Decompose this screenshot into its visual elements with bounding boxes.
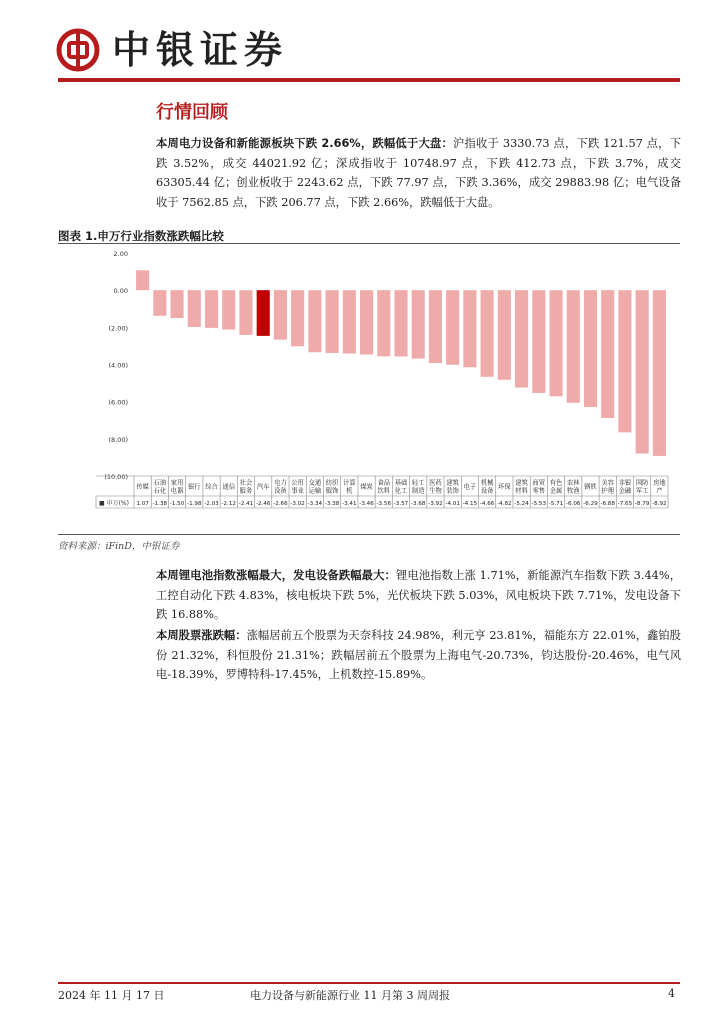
category-label: 商贸零售 bbox=[532, 479, 546, 495]
value-label: -2.12 bbox=[221, 501, 236, 507]
index-performance-paragraph bbox=[156, 566, 681, 625]
bar bbox=[274, 290, 287, 339]
bar bbox=[463, 290, 476, 367]
bar bbox=[171, 290, 184, 318]
value-label: -8.79 bbox=[634, 501, 650, 507]
category-label: 国防军工 bbox=[635, 479, 649, 495]
category-label: 建筑材料 bbox=[515, 479, 528, 495]
value-label: -4.82 bbox=[497, 501, 512, 507]
value-label: -1.50 bbox=[169, 501, 185, 507]
paragraph-lead: 本周锂电池指数涨幅最大，发电设备跌幅最大： bbox=[156, 569, 396, 582]
y-tick-label: (8.00) bbox=[108, 435, 128, 444]
value-label: -6.29 bbox=[583, 501, 598, 507]
bar bbox=[257, 290, 270, 336]
category-label: 社会服务 bbox=[239, 479, 253, 495]
paragraph-lead: 本周电力设备和新能源板块下跌 2.66%，跌幅低于大盘： bbox=[156, 137, 453, 150]
category-label: 石油石化 bbox=[153, 479, 167, 495]
footer-page-number: 4 bbox=[668, 987, 675, 1000]
category-label: 食品饮料 bbox=[377, 479, 391, 495]
category-label: 通信 bbox=[222, 483, 236, 491]
category-label: 基础化工 bbox=[394, 479, 408, 495]
value-label: -3.68 bbox=[410, 501, 426, 507]
value-label: -3.56 bbox=[376, 501, 392, 507]
market-review-paragraph bbox=[156, 134, 681, 212]
bar bbox=[481, 290, 494, 377]
category-label: 农林牧渔 bbox=[566, 479, 580, 495]
bar bbox=[222, 290, 235, 329]
y-tick-label: (2.00) bbox=[108, 324, 128, 333]
value-label: -3.92 bbox=[428, 501, 443, 507]
category-label: 有色金属 bbox=[549, 479, 563, 495]
category-label: 纺织服饰 bbox=[325, 479, 339, 495]
value-label: -3.02 bbox=[290, 501, 305, 507]
value-label: -2.46 bbox=[255, 501, 271, 507]
category-label: 综合 bbox=[205, 483, 218, 491]
value-label: -4.66 bbox=[479, 501, 495, 507]
header-divider bbox=[58, 78, 680, 82]
category-label: 美容护理 bbox=[601, 479, 615, 495]
industry-change-bar-chart bbox=[0, 244, 724, 534]
value-label: -3.57 bbox=[393, 501, 409, 507]
page-header bbox=[0, 0, 724, 90]
value-label: -2.41 bbox=[238, 501, 254, 507]
paragraph-body: 沪指收于 3330.73 点，下跌 121.57 点，下跌 3.52%，成交 44021.92 亿；深成指收于 10748.97 点，下跌 412.73 点，下跌 3.7%，成交 63305.44 亿；创业板收于 2243.62 点，下跌 77.97 点，下跌 3.36%，成交 29883.98 亿；电气设备收于 7562.85 点，下跌 206.77 点，下跌 2.66%，跌幅低于大盘。 bbox=[156, 137, 681, 209]
value-label: -4.15 bbox=[462, 501, 478, 507]
paragraph-body: 锂电池指数上涨 1.71%，新能源汽车指数下跌 3.44%，工控自动化下跌 4.83%，核电板块下跌 5%，光伏板块下跌 5.03%，风电板块下跌 7.71%，发电设备下跌 16.88%。 bbox=[156, 569, 681, 621]
category-label: 传媒 bbox=[136, 483, 149, 491]
value-label: -6.06 bbox=[566, 501, 581, 507]
section-title: 行情回顾 bbox=[156, 102, 228, 123]
bar bbox=[291, 290, 304, 346]
bar bbox=[515, 290, 528, 387]
value-label: -8.92 bbox=[652, 501, 667, 507]
category-label: 电子 bbox=[463, 483, 477, 491]
category-label: 电力设备 bbox=[274, 479, 287, 495]
footer-date: 2024 年 11 月 17 日 bbox=[58, 989, 165, 1002]
category-label: 环保 bbox=[498, 483, 511, 491]
value-label: -5.71 bbox=[548, 501, 564, 507]
value-label: -3.38 bbox=[324, 501, 340, 507]
bar bbox=[532, 290, 545, 393]
category-label: 钢铁 bbox=[584, 483, 597, 491]
brand-name: 中银证券 bbox=[112, 28, 289, 72]
y-tick-label: 0.00 bbox=[113, 287, 128, 296]
category-label: 非银金融 bbox=[618, 479, 632, 495]
category-label: 计算机 bbox=[343, 479, 356, 495]
footer-divider bbox=[58, 982, 680, 984]
y-tick-label: (4.00) bbox=[108, 361, 128, 370]
value-label: -4.01 bbox=[445, 501, 460, 507]
bar bbox=[549, 290, 562, 396]
footer-report-title: 电力设备与新能源行业 11 月第 3 周周报 bbox=[250, 989, 450, 1002]
value-label: -1.38 bbox=[152, 501, 168, 507]
bar bbox=[188, 290, 201, 327]
bar bbox=[446, 290, 459, 365]
bar bbox=[239, 290, 252, 335]
bar bbox=[153, 290, 166, 316]
bar bbox=[394, 290, 407, 356]
value-label: -3.41 bbox=[342, 501, 357, 507]
value-label: -3.34 bbox=[307, 501, 323, 507]
paragraph-body: 涨幅居前五个股票为天奈科技 24.98%，利元亨 23.81%，福能东方 22.01%，鑫铂股份 21.32%，科恒股份 21.31%；跌幅居前五个股票为上海电气-20.73%，钧达股份-20.46%，电气风电-18.39%，罗博特科-17.45%，上机数控-15.89%。 bbox=[156, 629, 681, 681]
category-label: 银行 bbox=[187, 483, 201, 491]
bar bbox=[377, 290, 390, 356]
value-label: -2.66 bbox=[273, 501, 288, 507]
figure-bottom-rule bbox=[58, 534, 680, 535]
category-label: 公用事业 bbox=[291, 479, 304, 495]
bar bbox=[326, 290, 339, 353]
bar bbox=[412, 290, 425, 358]
bar bbox=[498, 290, 511, 380]
y-tick-label: (10.00) bbox=[104, 473, 128, 481]
bar bbox=[343, 290, 356, 353]
stock-performance-paragraph bbox=[156, 626, 681, 685]
category-label: 医药生物 bbox=[429, 479, 442, 495]
category-label: 建筑装饰 bbox=[446, 479, 459, 495]
category-label: 机械设备 bbox=[480, 479, 494, 495]
category-label: 汽车 bbox=[256, 483, 270, 491]
category-label: 轻工制造 bbox=[411, 479, 425, 495]
y-tick-label: 2.00 bbox=[113, 250, 128, 258]
category-label: 家用电器 bbox=[170, 479, 184, 495]
bar bbox=[308, 290, 321, 352]
bar bbox=[205, 290, 218, 328]
bar bbox=[136, 270, 149, 290]
bank-of-china-logo-icon bbox=[56, 28, 100, 72]
value-label: -2.03 bbox=[204, 501, 219, 507]
value-label: -5.53 bbox=[531, 501, 547, 507]
bar bbox=[653, 290, 666, 456]
y-tick-label: (6.00) bbox=[108, 398, 128, 407]
category-label: 交通运输 bbox=[308, 479, 322, 495]
value-label: -1.98 bbox=[187, 501, 202, 507]
bar bbox=[636, 290, 649, 453]
value-label: 1.07 bbox=[136, 501, 149, 507]
bar bbox=[601, 290, 614, 418]
bar bbox=[618, 290, 631, 432]
bar bbox=[360, 290, 373, 354]
bar bbox=[584, 290, 597, 407]
value-label: -3.46 bbox=[359, 501, 374, 507]
figure-title: 图表 1.申万行业指数涨跌幅比较 bbox=[58, 229, 224, 243]
category-label: 房地产 bbox=[653, 479, 666, 495]
paragraph-lead: 本周股票涨跌幅： bbox=[156, 629, 247, 642]
series-legend-label: ■ 申万(%) bbox=[99, 500, 129, 507]
value-label: -5.24 bbox=[514, 501, 529, 507]
bar bbox=[567, 290, 580, 403]
value-label: -6.88 bbox=[600, 501, 615, 507]
bar bbox=[429, 290, 442, 363]
value-label: -7.65 bbox=[617, 501, 633, 507]
category-label: 煤炭 bbox=[360, 483, 373, 491]
figure-source: 资料来源：iFinD，中银证券 bbox=[58, 541, 180, 552]
